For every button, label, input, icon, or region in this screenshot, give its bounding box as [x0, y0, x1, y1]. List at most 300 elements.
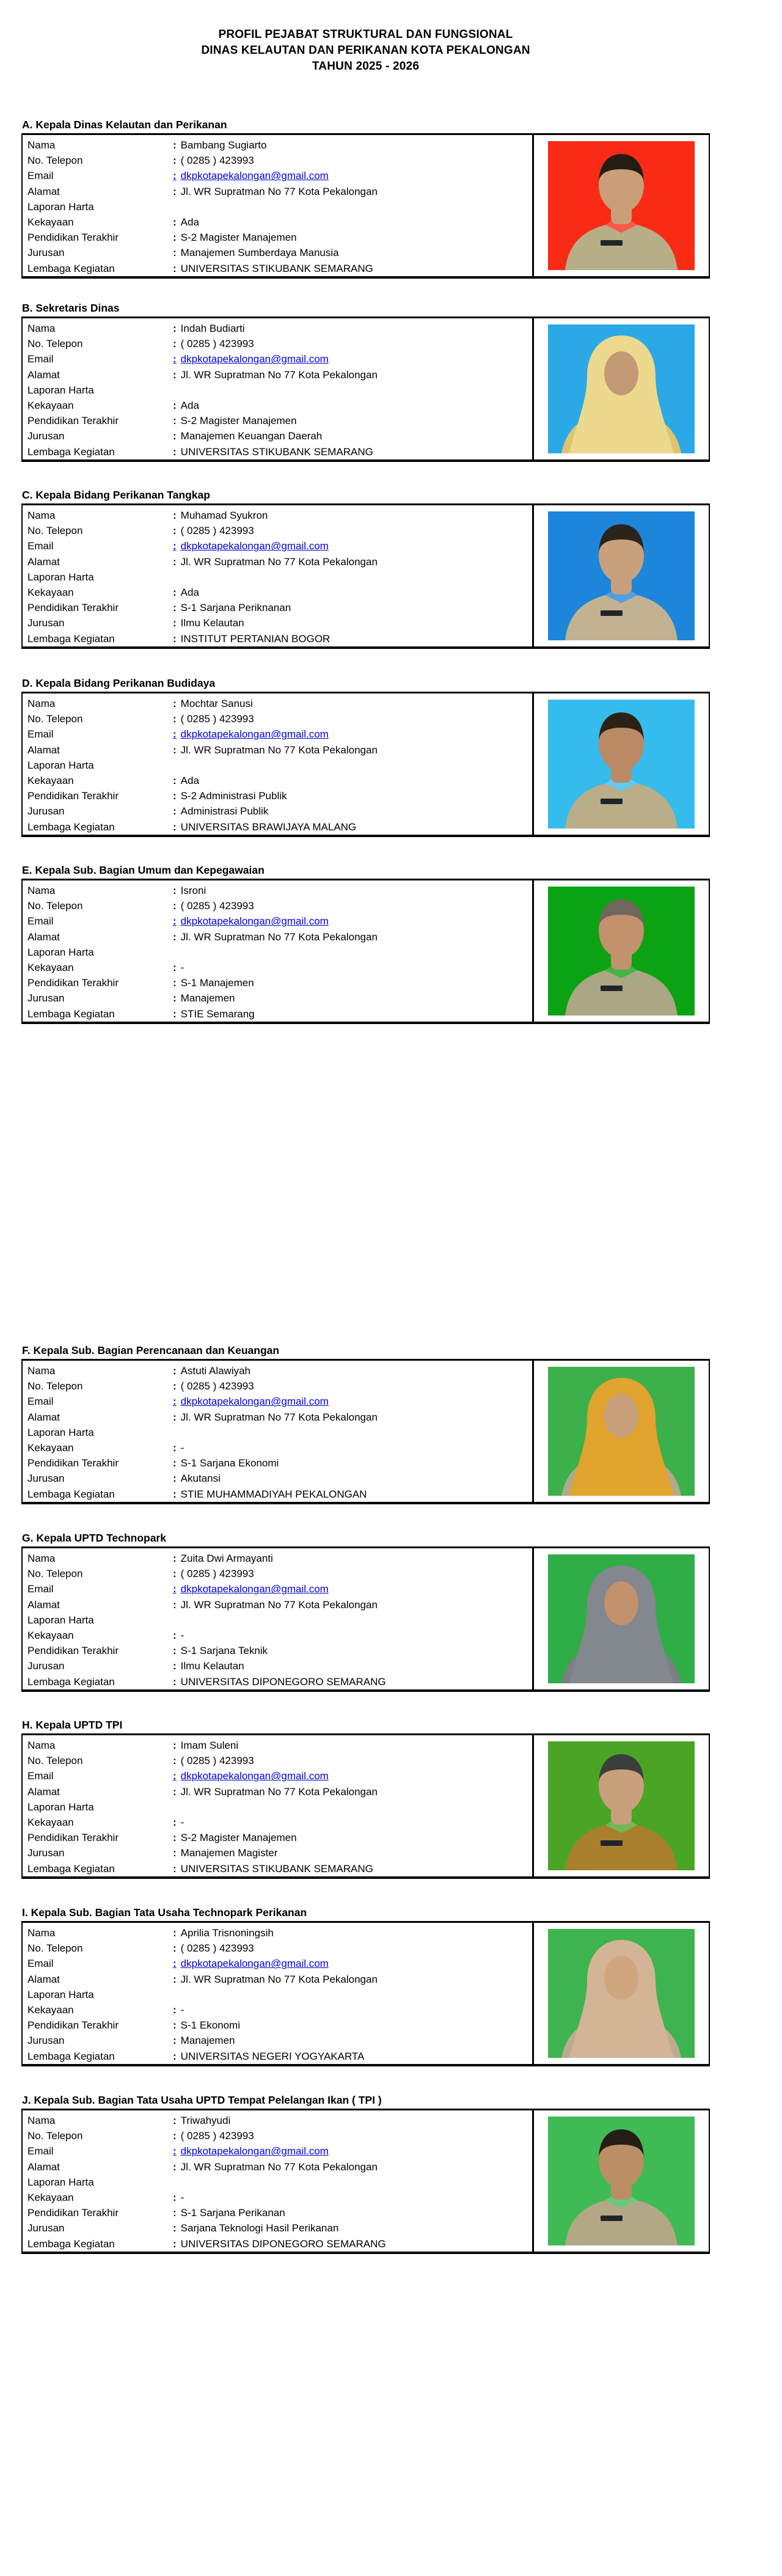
field-label: Pendidikan Terakhir: [27, 232, 119, 244]
field-label: Kekayaan: [27, 586, 74, 598]
profile-info-table: [23, 135, 532, 276]
email-link[interactable]: [173, 913, 329, 929]
field-row-lembaga: [27, 1674, 532, 1689]
field-row-jurusan: [27, 245, 532, 260]
title-line-1: PROFIL PEJABAT STRUKTURAL DAN FUNGSIONAL: [218, 28, 513, 41]
separator-colon: :: [173, 961, 177, 973]
value-text: ( 0285 ) 423993: [180, 525, 254, 537]
field-row-laporan-harta-line1: [27, 1425, 532, 1440]
field-row-alamat: [27, 2159, 532, 2175]
value-text: ( 0285 ) 423993: [180, 1942, 254, 1955]
field-row-nama: [27, 883, 532, 898]
field-value: [173, 2113, 230, 2128]
separator-colon: :: [173, 445, 177, 458]
separator-colon: :: [173, 2145, 177, 2157]
separator-colon: :: [173, 744, 177, 756]
field-row-email: [27, 1768, 532, 1784]
value-text: ( 0285 ) 423993: [180, 1380, 254, 1392]
field-label: Kekayaan: [27, 216, 74, 228]
field-label: Email: [27, 353, 54, 365]
value-text: Manajemen: [180, 2035, 235, 2047]
field-label: Pendidikan Terakhir: [27, 2019, 119, 2032]
separator-colon: :: [173, 790, 177, 802]
field-row-email: [27, 2143, 532, 2159]
separator-colon: :: [173, 1675, 177, 1688]
value-text: UNIVERSITAS BRAWIJAYA MALANG: [180, 821, 357, 833]
field-label: Nama: [27, 139, 56, 151]
field-value: [173, 367, 378, 382]
field-value: [173, 1784, 378, 1799]
field-value: [173, 137, 267, 153]
field-row-jurusan: [27, 2033, 532, 2048]
field-label: Jurusan: [27, 2035, 65, 2047]
field-value: [173, 1006, 255, 1022]
official-photo: [548, 1741, 695, 1870]
field-label: Jurusan: [27, 1660, 65, 1672]
profile-section: [21, 1532, 710, 1692]
field-row-laporan-harta-line2: [27, 2002, 532, 2018]
field-value: [173, 1830, 297, 1845]
value-text: -: [180, 2003, 185, 2016]
field-value: [173, 1941, 254, 1956]
separator-colon: :: [173, 900, 177, 912]
separator-colon: :: [173, 1862, 177, 1875]
value-text: UNIVERSITAS DIPONEGORO SEMARANG: [180, 1675, 386, 1688]
value-text: Muhamad Syukron: [180, 510, 268, 521]
document-title: [21, 27, 710, 75]
official-photo: [548, 141, 695, 270]
separator-colon: :: [173, 1553, 177, 1564]
separator-colon: :: [173, 1583, 177, 1595]
field-row-email: [27, 1581, 532, 1597]
field-label: Laporan Harta: [27, 200, 94, 213]
separator-colon: :: [173, 1411, 177, 1423]
photo-cell: [532, 505, 709, 646]
separator-colon: :: [173, 323, 177, 334]
title-line-2: DINAS KELAUTAN DAN PERIKANAN KOTA PEKALONGAN: [201, 44, 530, 57]
field-label: Lembaga Kegiatan: [27, 262, 115, 274]
field-row-alamat: [27, 742, 532, 758]
official-photo: [548, 1554, 695, 1683]
field-label: Lembaga Kegiatan: [27, 445, 115, 458]
field-label: Jurusan: [27, 430, 65, 442]
field-row-laporan-harta-line2: [27, 2190, 532, 2205]
field-row-telepon: [27, 898, 532, 913]
field-row-laporan-harta-line2: [27, 585, 532, 600]
field-value: [173, 398, 199, 413]
field-value: [173, 929, 378, 945]
separator-colon: :: [173, 555, 177, 568]
separator-colon: :: [173, 2050, 177, 2062]
profile-section: [21, 677, 710, 837]
email-link[interactable]: [173, 1581, 329, 1597]
field-label: Laporan Harta: [27, 2176, 94, 2188]
email-address: dkpkotapekalongan@gmail.com: [180, 728, 329, 741]
value-text: UNIVERSITAS DIPONEGORO SEMARANG: [180, 2238, 386, 2250]
document-page: [21, 0, 710, 2576]
email-link[interactable]: [173, 168, 329, 183]
field-value: [173, 523, 254, 538]
value-text: S-1 Sarjana Ekonomi: [180, 1457, 279, 1469]
separator-colon: :: [173, 1770, 177, 1782]
field-row-pendidikan: [27, 788, 532, 803]
profile-info-table: [23, 693, 532, 835]
field-row-laporan-harta-line2: [27, 1440, 532, 1455]
value-text: Administrasi Publik: [180, 805, 269, 818]
field-label: Lembaga Kegiatan: [27, 1488, 115, 1500]
field-row-email: [27, 1956, 532, 1971]
field-row-lembaga: [27, 2236, 532, 2252]
field-row-nama: [27, 2113, 532, 2128]
value-text: ( 0285 ) 423993: [180, 900, 254, 912]
field-value: [173, 1674, 386, 1689]
profile-section: [21, 1719, 710, 1879]
separator-colon: :: [173, 617, 177, 629]
value-text: STIE MUHAMMADIYAH PEKALONGAN: [180, 1488, 367, 1500]
field-row-alamat: [27, 1597, 532, 1612]
field-label: No. Telepon: [27, 2130, 83, 2142]
separator-colon: :: [173, 1568, 177, 1580]
separator-colon: :: [173, 415, 177, 427]
field-value: [173, 1643, 268, 1658]
field-label: Nama: [27, 1553, 56, 1564]
field-value: [173, 184, 378, 199]
field-label: Kekayaan: [27, 2003, 74, 2016]
separator-colon: :: [173, 170, 177, 182]
field-value: [173, 321, 245, 336]
email-link[interactable]: [173, 538, 329, 554]
email-address: dkpkotapekalongan@gmail.com: [180, 915, 329, 928]
photo-cell: [532, 880, 709, 1022]
photo-cell: [532, 1548, 709, 1689]
value-text: Jl. WR Supratman No 77 Kota Pekalongan: [180, 931, 378, 943]
field-row-nama: [27, 696, 532, 711]
field-label: Pendidikan Terakhir: [27, 1457, 119, 1469]
separator-colon: :: [173, 510, 177, 521]
field-row-laporan-harta-line1: [27, 199, 532, 214]
field-label: Kekayaan: [27, 961, 74, 973]
field-label: Nama: [27, 1365, 56, 1377]
field-value: [173, 898, 254, 913]
field-label: Laporan Harta: [27, 946, 94, 958]
field-label: Lembaga Kegiatan: [27, 821, 115, 833]
field-value: [173, 261, 373, 276]
field-label: Email: [27, 728, 54, 741]
field-value: [173, 413, 297, 428]
field-row-nama: [27, 1925, 532, 1941]
field-row-telepon: [27, 1378, 532, 1394]
field-row-pendidikan: [27, 230, 532, 245]
section-heading: B. Sekretaris Dinas: [22, 302, 120, 314]
official-photo: [548, 1367, 695, 1496]
official-photo: [548, 1929, 695, 2058]
photo-cell: [532, 318, 709, 459]
value-text: S-2 Administrasi Publik: [180, 790, 287, 802]
value-text: Aprilia Trisnoningsih: [180, 1927, 274, 1939]
field-label: Alamat: [27, 368, 60, 381]
field-value: [173, 1363, 250, 1378]
profile-card: [21, 503, 710, 649]
profile-card: [21, 1733, 710, 1879]
separator-colon: :: [173, 1832, 177, 1844]
field-label: Lembaga Kegiatan: [27, 1008, 115, 1020]
field-label: Kekayaan: [27, 399, 74, 411]
value-text: Manajemen Sumberdaya Manusia: [180, 247, 339, 259]
field-value: [173, 2190, 184, 2205]
field-value: [173, 444, 373, 459]
field-label: Pendidikan Terakhir: [27, 415, 119, 427]
value-text: Ada: [180, 586, 199, 598]
field-value: [173, 975, 254, 990]
value-text: UNIVERSITAS STIKUBANK SEMARANG: [180, 445, 373, 458]
profile-card: [21, 1546, 710, 1692]
value-text: ( 0285 ) 423993: [180, 338, 254, 350]
field-label: Laporan Harta: [27, 1614, 94, 1626]
field-row-email: [27, 351, 532, 367]
field-row-jurusan: [27, 803, 532, 819]
separator-colon: :: [173, 232, 177, 244]
value-text: UNIVERSITAS STIKUBANK SEMARANG: [180, 1862, 373, 1875]
section-heading: G. Kepala UPTD Technopark: [22, 1532, 166, 1544]
email-address: dkpkotapekalongan@gmail.com: [180, 1770, 329, 1782]
official-photo: [548, 700, 695, 829]
field-value: [173, 428, 322, 444]
value-text: Indah Budiarti: [180, 323, 245, 334]
separator-colon: :: [173, 525, 177, 537]
field-value: [173, 1566, 254, 1581]
field-value: [173, 1815, 184, 1830]
field-value: [173, 230, 297, 245]
field-row-jurusan: [27, 990, 532, 1006]
value-text: Manajemen Keuangan Daerah: [180, 430, 323, 442]
field-row-nama: [27, 1363, 532, 1378]
field-row-alamat: [27, 1410, 532, 1425]
field-row-nama: [27, 1738, 532, 1753]
field-label: No. Telepon: [27, 338, 83, 350]
field-value: [173, 631, 330, 646]
photo-cell: [532, 1735, 709, 1876]
value-text: Manajemen Magister: [180, 1847, 278, 1859]
field-label: Nama: [27, 698, 56, 709]
field-label: Alamat: [27, 1785, 60, 1798]
field-row-laporan-harta-line1: [27, 758, 532, 773]
profile-section: [21, 119, 710, 279]
separator-colon: :: [173, 931, 177, 943]
value-text: Jl. WR Supratman No 77 Kota Pekalongan: [180, 1785, 378, 1798]
field-value: [173, 153, 254, 168]
separator-colon: :: [173, 602, 177, 614]
value-text: Ada: [180, 774, 199, 786]
value-text: Ilmu Kelautan: [180, 617, 244, 629]
value-text: Bambang Sugiarto: [180, 139, 267, 151]
photo-cell: [532, 2110, 709, 2252]
field-value: [173, 696, 253, 711]
separator-colon: :: [173, 992, 177, 1004]
field-row-nama: [27, 137, 532, 153]
email-link[interactable]: [173, 2143, 329, 2159]
field-value: [173, 2128, 254, 2143]
profile-card: [21, 2109, 710, 2254]
email-link[interactable]: [173, 351, 329, 367]
field-row-laporan-harta-line1: [27, 1799, 532, 1815]
field-value: [173, 2159, 378, 2175]
field-value: [173, 214, 199, 230]
separator-colon: :: [173, 2130, 177, 2142]
value-text: Imam Suleni: [180, 1740, 239, 1751]
photo-cell: [532, 135, 709, 276]
field-label: Pendidikan Terakhir: [27, 790, 119, 802]
email-link[interactable]: [173, 726, 329, 742]
field-value: [173, 1487, 367, 1502]
email-address: dkpkotapekalongan@gmail.com: [180, 1396, 329, 1408]
separator-colon: :: [173, 2161, 177, 2173]
official-photo: [548, 324, 695, 453]
field-value: [173, 508, 268, 523]
separator-colon: :: [173, 1473, 177, 1485]
field-row-telepon: [27, 153, 532, 168]
separator-colon: :: [173, 632, 177, 645]
field-value: [173, 600, 291, 615]
value-text: -: [180, 2191, 185, 2203]
field-row-email: [27, 168, 532, 183]
separator-colon: :: [173, 2191, 177, 2203]
email-address: dkpkotapekalongan@gmail.com: [180, 170, 329, 182]
field-row-pendidikan: [27, 1830, 532, 1845]
field-label: Kekayaan: [27, 1816, 74, 1828]
profile-info-table: [23, 1923, 532, 2064]
field-label: Pendidikan Terakhir: [27, 602, 119, 614]
field-row-lembaga: [27, 2049, 532, 2064]
value-text: Jl. WR Supratman No 77 Kota Pekalongan: [180, 185, 378, 197]
field-row-alamat: [27, 367, 532, 382]
field-row-jurusan: [27, 615, 532, 631]
value-text: S-1 Manajemen: [180, 977, 254, 989]
profile-card: [21, 692, 710, 837]
field-value: [173, 819, 356, 835]
value-text: Mochtar Sanusi: [180, 698, 253, 709]
field-value: [173, 2236, 386, 2252]
profile-section: [21, 1906, 710, 2066]
separator-colon: :: [173, 1785, 177, 1798]
separator-colon: :: [173, 2003, 177, 2016]
field-label: Laporan Harta: [27, 1988, 94, 2000]
field-label: Jurusan: [27, 2222, 65, 2234]
field-label: Lembaga Kegiatan: [27, 632, 115, 645]
profile-info-table: [23, 1735, 532, 1876]
field-row-lembaga: [27, 1861, 532, 1876]
separator-colon: :: [173, 821, 177, 833]
separator-colon: :: [173, 1396, 177, 1408]
field-label: Alamat: [27, 744, 60, 756]
field-row-jurusan: [27, 1658, 532, 1674]
section-heading: E. Kepala Sub. Bagian Umum dan Kepegawaian: [22, 864, 265, 876]
field-label: Alamat: [27, 185, 60, 197]
field-row-telepon: [27, 523, 532, 538]
field-label: Kekayaan: [27, 1441, 74, 1454]
section-heading: J. Kepala Sub. Bagian Tata Usaha UPTD Tempat Pelelangan Ikan ( TPI ): [22, 2094, 382, 2106]
field-label: Email: [27, 1958, 54, 1970]
field-row-pendidikan: [27, 413, 532, 428]
separator-colon: :: [173, 247, 177, 259]
separator-colon: :: [173, 713, 177, 725]
photo-cell: [532, 693, 709, 835]
field-label: Nama: [27, 323, 56, 334]
value-text: -: [180, 961, 185, 973]
value-text: Sarjana Teknologi Hasil Perikanan: [180, 2222, 339, 2234]
field-row-pendidikan: [27, 600, 532, 615]
email-link[interactable]: [173, 1394, 329, 1409]
field-label: Kekayaan: [27, 2191, 74, 2203]
field-label: Lembaga Kegiatan: [27, 2238, 115, 2250]
separator-colon: :: [173, 1942, 177, 1955]
separator-colon: :: [173, 1816, 177, 1828]
field-label: Email: [27, 2145, 54, 2157]
field-row-jurusan: [27, 2220, 532, 2236]
separator-colon: :: [173, 262, 177, 274]
separator-colon: :: [173, 2115, 177, 2126]
field-label: Email: [27, 915, 54, 928]
field-label: No. Telepon: [27, 713, 83, 725]
field-row-lembaga: [27, 444, 532, 459]
field-row-email: [27, 726, 532, 742]
field-value: [173, 742, 378, 758]
field-value: [173, 2002, 184, 2018]
value-text: S-1 Sarjana Perikanan: [180, 2207, 285, 2219]
section-heading: I. Kepala Sub. Bagian Tata Usaha Technopark Perikanan: [22, 1906, 307, 1919]
separator-colon: :: [173, 977, 177, 989]
field-value: [173, 711, 254, 726]
profile-info-table: [23, 318, 532, 459]
value-text: Jl. WR Supratman No 77 Kota Pekalongan: [180, 1598, 378, 1611]
field-row-laporan-harta-line2: [27, 398, 532, 413]
value-text: Jl. WR Supratman No 77 Kota Pekalongan: [180, 1411, 378, 1423]
value-text: Jl. WR Supratman No 77 Kota Pekalongan: [180, 2161, 378, 2173]
field-value: [173, 1845, 277, 1861]
field-row-laporan-harta-line2: [27, 1628, 532, 1643]
field-row-laporan-harta-line2: [27, 1815, 532, 1830]
email-address: dkpkotapekalongan@gmail.com: [180, 1958, 329, 1970]
field-row-telepon: [27, 711, 532, 726]
section-heading: H. Kepala UPTD TPI: [22, 1719, 123, 1731]
separator-colon: :: [173, 2207, 177, 2219]
field-row-nama: [27, 321, 532, 336]
field-row-telepon: [27, 1753, 532, 1768]
field-value: [173, 990, 235, 1006]
field-row-telepon: [27, 336, 532, 351]
field-row-pendidikan: [27, 2205, 532, 2220]
profile-info-table: [23, 505, 532, 646]
field-value: [173, 2049, 364, 2064]
field-label: Kekayaan: [27, 1629, 74, 1641]
email-link[interactable]: [173, 1956, 329, 1971]
email-link[interactable]: [173, 1768, 329, 1784]
separator-colon: :: [173, 805, 177, 818]
field-label: No. Telepon: [27, 525, 83, 537]
field-row-email: [27, 538, 532, 554]
value-text: ( 0285 ) 423993: [180, 1755, 254, 1767]
profile-section: [21, 302, 710, 462]
field-row-laporan-harta-line1: [27, 382, 532, 398]
field-row-telepon: [27, 1941, 532, 1956]
separator-colon: :: [173, 2222, 177, 2234]
separator-colon: :: [173, 1660, 177, 1672]
field-label: No. Telepon: [27, 1755, 83, 1767]
field-label: No. Telepon: [27, 1942, 83, 1955]
field-label: No. Telepon: [27, 1568, 83, 1580]
value-text: Jl. WR Supratman No 77 Kota Pekalongan: [180, 1973, 378, 1985]
separator-colon: :: [173, 185, 177, 197]
separator-colon: :: [173, 1598, 177, 1611]
